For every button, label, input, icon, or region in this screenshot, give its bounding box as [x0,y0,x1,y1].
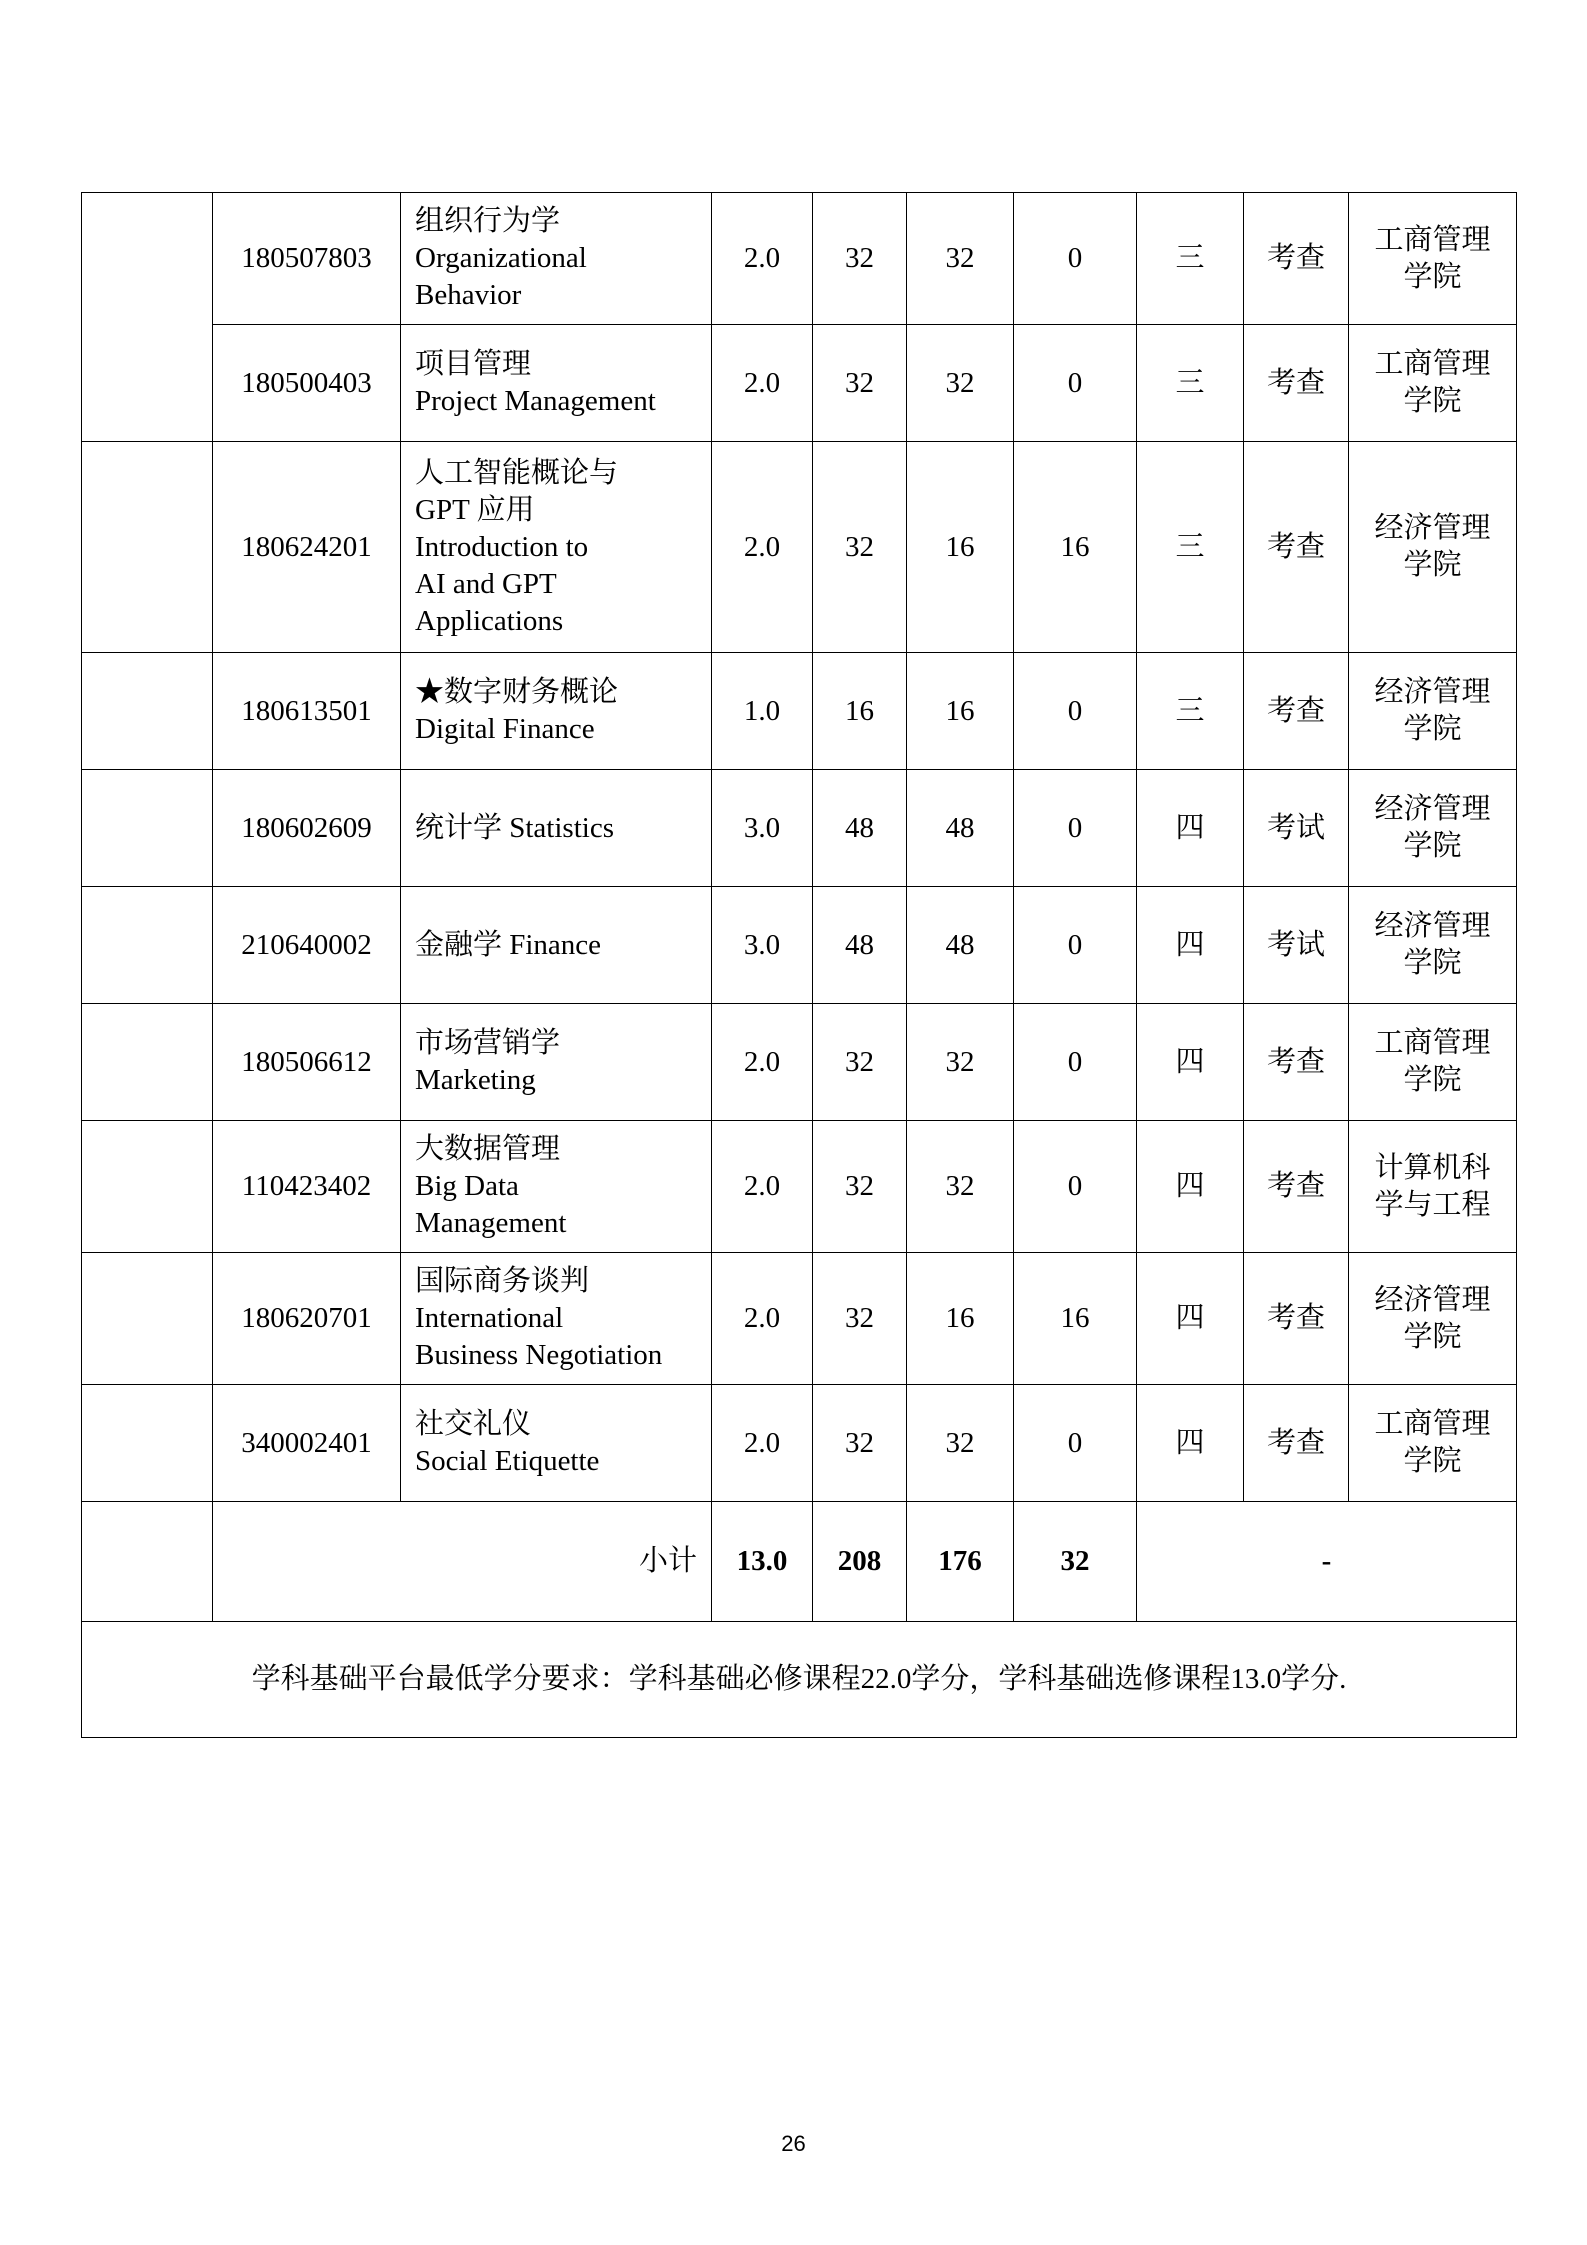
subtotal-total-hours: 208 [813,1502,907,1622]
course-name [401,1385,712,1502]
semester: 四 [1137,770,1244,887]
course-code: 110423402 [213,1121,401,1253]
department [1349,325,1517,442]
assessment-type: 考查 [1244,325,1349,442]
assessment-type: 考查 [1244,653,1349,770]
total-hours: 32 [813,1121,907,1253]
assessment-type: 考试 [1244,887,1349,1004]
course-name [401,887,712,1004]
table-row [82,887,1517,1004]
semester: 三 [1137,193,1244,325]
total-hours: 32 [813,442,907,653]
total-hours: 32 [813,325,907,442]
department [1349,193,1517,325]
practice-hours: 0 [1014,1385,1137,1502]
lecture-hours: 32 [907,193,1014,325]
department [1349,887,1517,1004]
course-code: 340002401 [213,1385,401,1502]
total-hours: 32 [813,1004,907,1121]
course-name-line: Project Management [415,385,656,417]
department-line: 经济管理 [1374,676,1491,708]
course-name-line: 大数据管理 [415,1133,561,1165]
department-line: 经济管理 [1374,910,1491,942]
department [1349,1253,1517,1385]
credits: 2.0 [712,1385,813,1502]
course-name-line: 人工智能概论与 [415,456,619,489]
lecture-hours: 32 [907,1121,1014,1253]
credits: 2.0 [712,193,813,325]
course-code: 180506612 [213,1004,401,1121]
subtotal-credits: 13.0 [712,1502,813,1622]
assessment-type: 考查 [1244,1385,1349,1502]
total-hours: 32 [813,193,907,325]
course-name-line: Introduction to [415,530,589,563]
total-hours: 32 [813,1253,907,1385]
semester: 三 [1137,653,1244,770]
department-line: 学院 [1403,947,1462,979]
subtotal-practice-hours: 32 [1014,1502,1137,1622]
course-name [401,325,712,442]
credits: 2.0 [712,325,813,442]
course-code: 180620701 [213,1253,401,1385]
department-line: 经济管理 [1374,1283,1491,1316]
total-hours: 48 [813,887,907,1004]
table-row [82,1121,1517,1253]
department [1349,1121,1517,1253]
lecture-hours: 16 [907,653,1014,770]
department-line: 学院 [1403,830,1462,862]
credits: 2.0 [712,1121,813,1253]
total-hours: 16 [813,653,907,770]
semester: 四 [1137,1253,1244,1385]
assessment-type: 考查 [1244,1121,1349,1253]
course-code: 180500403 [213,325,401,442]
category-cell [82,1502,213,1622]
department-line: 经济管理 [1374,793,1491,825]
credits: 3.0 [712,887,813,1004]
department [1349,1004,1517,1121]
course-name-line: Management [415,1207,567,1239]
category-cell [82,653,213,770]
course-name-line: 项目管理 [415,348,532,380]
page-number: 26 [781,2131,806,2156]
course-name-line: GPT 应用 [415,493,535,526]
credits: 2.0 [712,442,813,653]
category-cell [82,1253,213,1385]
practice-hours: 0 [1014,887,1137,1004]
course-name-line: 市场营销学 [415,1027,561,1059]
assessment-type: 考查 [1244,442,1349,653]
course-name-line: Organizational [415,242,587,274]
table-row [82,1385,1517,1502]
subtotal-dash: - [1137,1502,1517,1622]
department-line: 工商管理 [1374,1408,1491,1440]
credits: 2.0 [712,1253,813,1385]
department-line: 工商管理 [1374,1027,1491,1059]
course-name-line: AI and GPT [415,567,557,600]
course-name-line: International [415,1302,564,1334]
table-row [82,1253,1517,1385]
course-code: 180507803 [213,193,401,325]
practice-hours: 0 [1014,325,1137,442]
semester: 三 [1137,442,1244,653]
course-code: 180624201 [213,442,401,653]
category-cell [82,1121,213,1253]
course-name [401,442,712,653]
department [1349,1385,1517,1502]
course-name-line: 社交礼仪 [415,1408,532,1440]
course-name [401,1121,712,1253]
subtotal-label: 小计 [213,1502,712,1622]
subtotal-row [82,1502,1517,1622]
department-line: 学院 [1403,260,1462,293]
course-name [401,1253,712,1385]
lecture-hours: 16 [907,442,1014,653]
credits: 2.0 [712,1004,813,1121]
lecture-hours: 32 [907,325,1014,442]
lecture-hours: 16 [907,1253,1014,1385]
course-name-line: 组织行为学 [415,205,561,237]
assessment-type: 考查 [1244,193,1349,325]
table-row [82,325,1517,442]
category-cell [82,1385,213,1502]
course-name-line: ★数字财务概论 [415,676,619,708]
department-line: 工商管理 [1374,348,1491,380]
department-line: 学与工程 [1374,1188,1491,1221]
table-row [82,653,1517,770]
department-line: 学院 [1403,549,1462,581]
practice-hours: 16 [1014,1253,1137,1385]
course-name-line: Marketing [415,1064,536,1096]
lecture-hours: 48 [907,770,1014,887]
department-line: 经济管理 [1374,512,1491,544]
lecture-hours: 48 [907,887,1014,1004]
semester: 四 [1137,1385,1244,1502]
department-line: 学院 [1403,1064,1462,1096]
note-row [82,1622,1517,1738]
assessment-type: 考查 [1244,1004,1349,1121]
department-line: 学院 [1403,713,1462,745]
credit-requirement-note: 学科基础平台最低学分要求：学科基础必修课程22.0学分，学科基础选修课程13.0学分. [82,1622,1517,1738]
course-table [81,192,1517,1738]
subtotal-lecture-hours: 176 [907,1502,1014,1622]
total-hours: 48 [813,770,907,887]
department-line: 学院 [1403,385,1462,417]
department-line: 学院 [1403,1445,1462,1477]
category-cell [82,770,213,887]
course-name-line: 国际商务谈判 [415,1265,590,1297]
course-name [401,1004,712,1121]
lecture-hours: 32 [907,1385,1014,1502]
table-row [82,1004,1517,1121]
practice-hours: 0 [1014,770,1137,887]
course-table-container [81,192,1516,1738]
credits: 1.0 [712,653,813,770]
semester: 四 [1137,1121,1244,1253]
course-name-line: Social Etiquette [415,1445,600,1477]
course-code: 180613501 [213,653,401,770]
practice-hours: 16 [1014,442,1137,653]
course-name-line: Big Data [415,1170,519,1202]
table-row [82,442,1517,653]
practice-hours: 0 [1014,1004,1137,1121]
practice-hours: 0 [1014,653,1137,770]
total-hours: 32 [813,1385,907,1502]
category-cell [82,442,213,653]
semester: 三 [1137,325,1244,442]
course-code: 180602609 [213,770,401,887]
course-name-line: Behavior [415,279,522,311]
course-name [401,770,712,887]
department-line: 计算机科 [1374,1151,1491,1184]
semester: 四 [1137,1004,1244,1121]
table-row [82,770,1517,887]
course-name-line: Business Negotiation [415,1339,663,1371]
category-cell [82,887,213,1004]
category-cell [82,193,213,442]
department [1349,770,1517,887]
semester: 四 [1137,887,1244,1004]
practice-hours: 0 [1014,193,1137,325]
course-name-line: Digital Finance [415,713,595,745]
lecture-hours: 32 [907,1004,1014,1121]
course-name-line: 金融学 Finance [415,928,602,961]
course-name-line: 统计学 Statistics [415,811,614,844]
course-code: 210640002 [213,887,401,1004]
assessment-type: 考查 [1244,1253,1349,1385]
course-name-line: Applications [415,604,564,637]
table-row [82,193,1517,325]
course-name [401,653,712,770]
credits: 3.0 [712,770,813,887]
assessment-type: 考试 [1244,770,1349,887]
practice-hours: 0 [1014,1121,1137,1253]
course-table-body [82,193,1517,1738]
category-cell [82,1004,213,1121]
course-name [401,193,712,325]
department [1349,653,1517,770]
department-line: 学院 [1403,1320,1462,1353]
department [1349,442,1517,653]
department-line: 工商管理 [1374,223,1491,256]
